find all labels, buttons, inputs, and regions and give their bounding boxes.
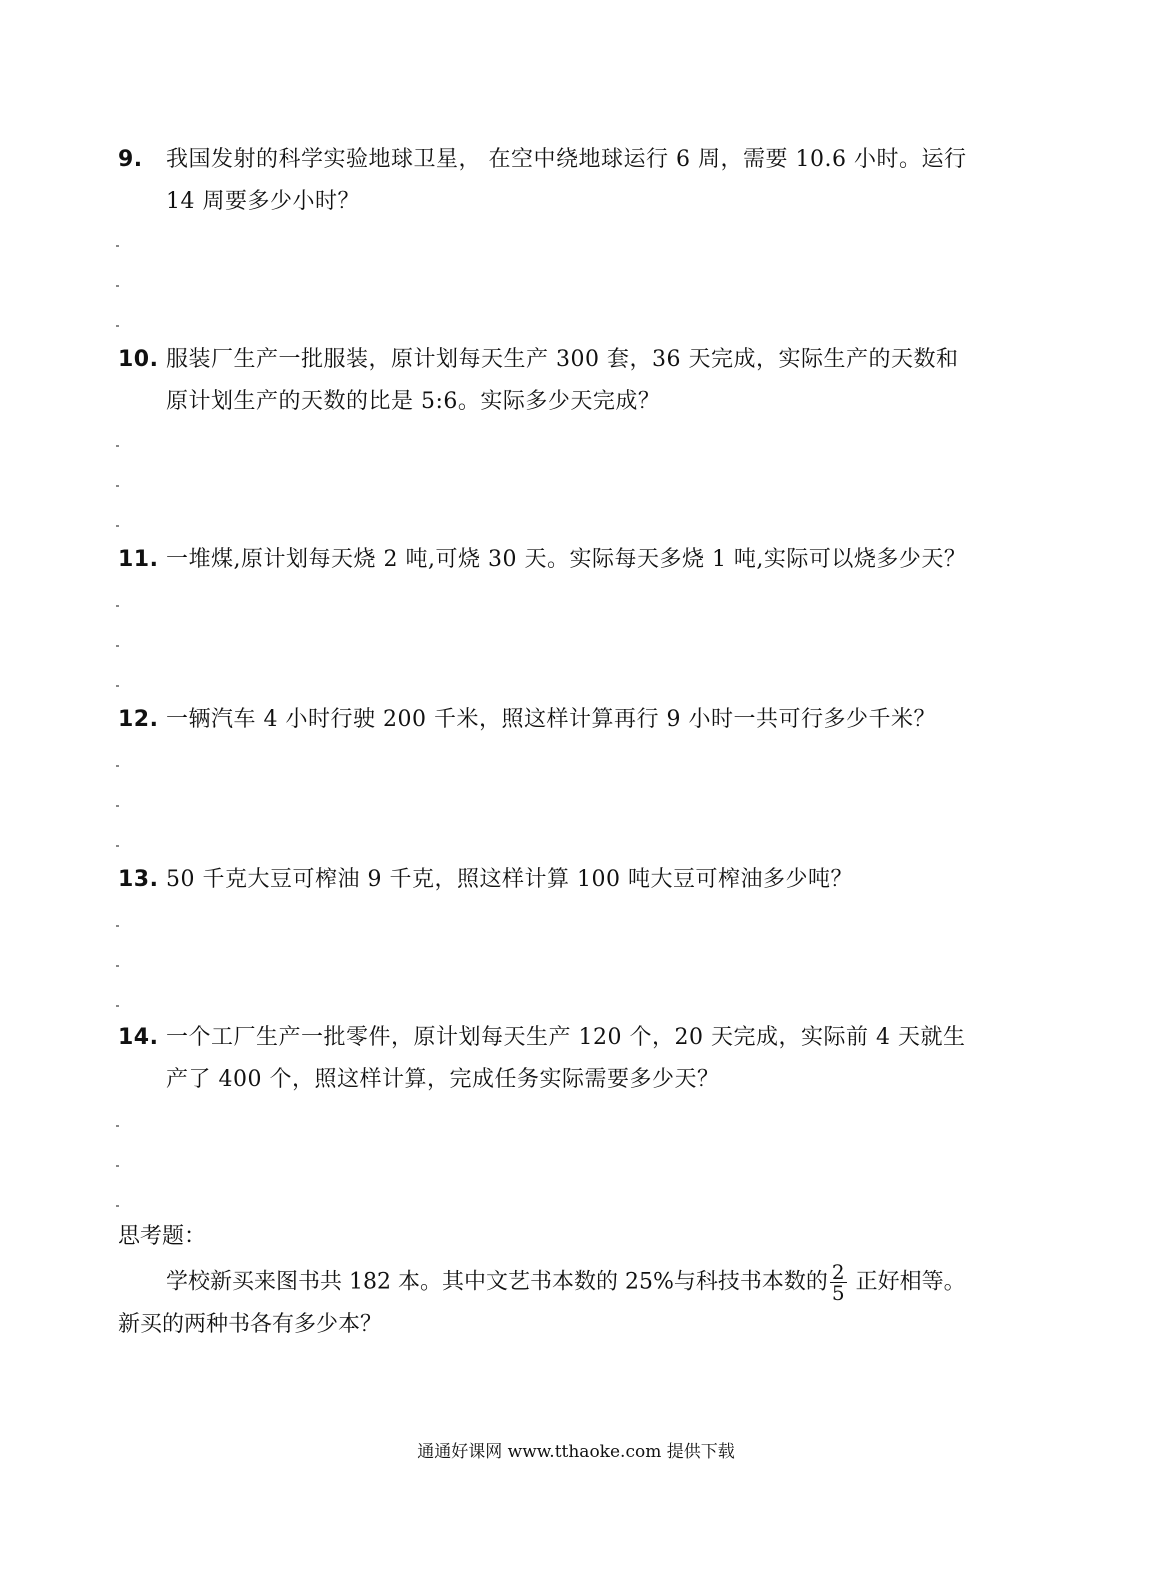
blank-mark <box>116 1005 119 1007</box>
blank-mark <box>116 285 119 287</box>
problem-number: 10. <box>118 347 159 372</box>
problem-text-continued: 产了 400 个，照这样计算，完成任务实际需要多少天？ <box>166 1067 720 1092</box>
problem-number: 12. <box>118 707 159 732</box>
problem-number: 9. <box>118 147 143 172</box>
problem-text: 服装厂生产一批服装，原计划每天生产 300 套，36 天完成，实际生产的天数和 <box>166 347 959 372</box>
problem-number: 11. <box>118 547 159 572</box>
thinking-text-after: 正好相等。 <box>848 1269 966 1295</box>
thinking-text-continued: 新买的两种书各有多少本？ <box>118 1312 383 1337</box>
problem-13 <box>118 862 1038 898</box>
blank-mark <box>116 325 119 327</box>
problem-number: 14. <box>118 1025 159 1050</box>
problem-11 <box>118 542 1038 578</box>
thinking-question <box>118 1262 1038 1343</box>
blank-mark <box>116 645 119 647</box>
blank-mark <box>116 925 119 927</box>
blank-mark <box>116 845 119 847</box>
blank-mark <box>116 685 119 687</box>
blank-mark <box>116 1125 119 1127</box>
footer-credit: 通通好课网 www.tthaoke.com 提供下载 <box>417 1442 735 1462</box>
problem-14 <box>118 1020 1038 1098</box>
thinking-question-title: 思考题： <box>118 1224 207 1249</box>
blank-mark <box>116 765 119 767</box>
blank-mark <box>116 1165 119 1167</box>
problem-12 <box>118 702 1038 738</box>
blank-mark <box>116 445 119 447</box>
blank-mark <box>116 805 119 807</box>
problem-text: 50 千克大豆可榨油 9 千克，照这样计算 100 吨大豆可榨油多少吨？ <box>166 867 853 892</box>
problem-text: 一辆汽车 4 小时行驶 200 千米，照这样计算再行 9 小时一共可行多少千米？ <box>166 707 936 732</box>
blank-mark <box>116 245 119 247</box>
blank-mark <box>116 525 119 527</box>
blank-mark <box>116 1205 119 1207</box>
problem-text: 一个工厂生产一批零件，原计划每天生产 120 个，20 天完成，实际前 4 天就生 <box>166 1025 966 1050</box>
blank-mark <box>116 605 119 607</box>
problem-10 <box>118 342 1038 420</box>
fraction <box>830 1262 847 1303</box>
thinking-text: 学校新买来图书共 182 本。其中文艺书本数的 25%与科技书本数的 <box>166 1269 828 1295</box>
problem-9 <box>118 142 1038 220</box>
problem-text-continued: 14 周要多少小时？ <box>166 189 360 214</box>
blank-mark <box>116 485 119 487</box>
fraction-denominator: 5 <box>831 1281 845 1305</box>
problem-number: 13. <box>118 867 159 892</box>
blank-mark <box>116 965 119 967</box>
problem-text-continued: 原计划生产的天数的比是 5:6。实际多少天完成？ <box>166 389 661 414</box>
problem-text: 一堆煤,原计划每天烧 2 吨,可烧 30 天。实际每天多烧 1 吨,实际可以烧多少天？ <box>166 547 967 572</box>
problem-text: 我国发射的科学实验地球卫星， 在空中绕地球运行 6 周，需要 10.6 小时。运行 <box>166 147 967 172</box>
fraction-numerator: 2 <box>831 1260 845 1284</box>
